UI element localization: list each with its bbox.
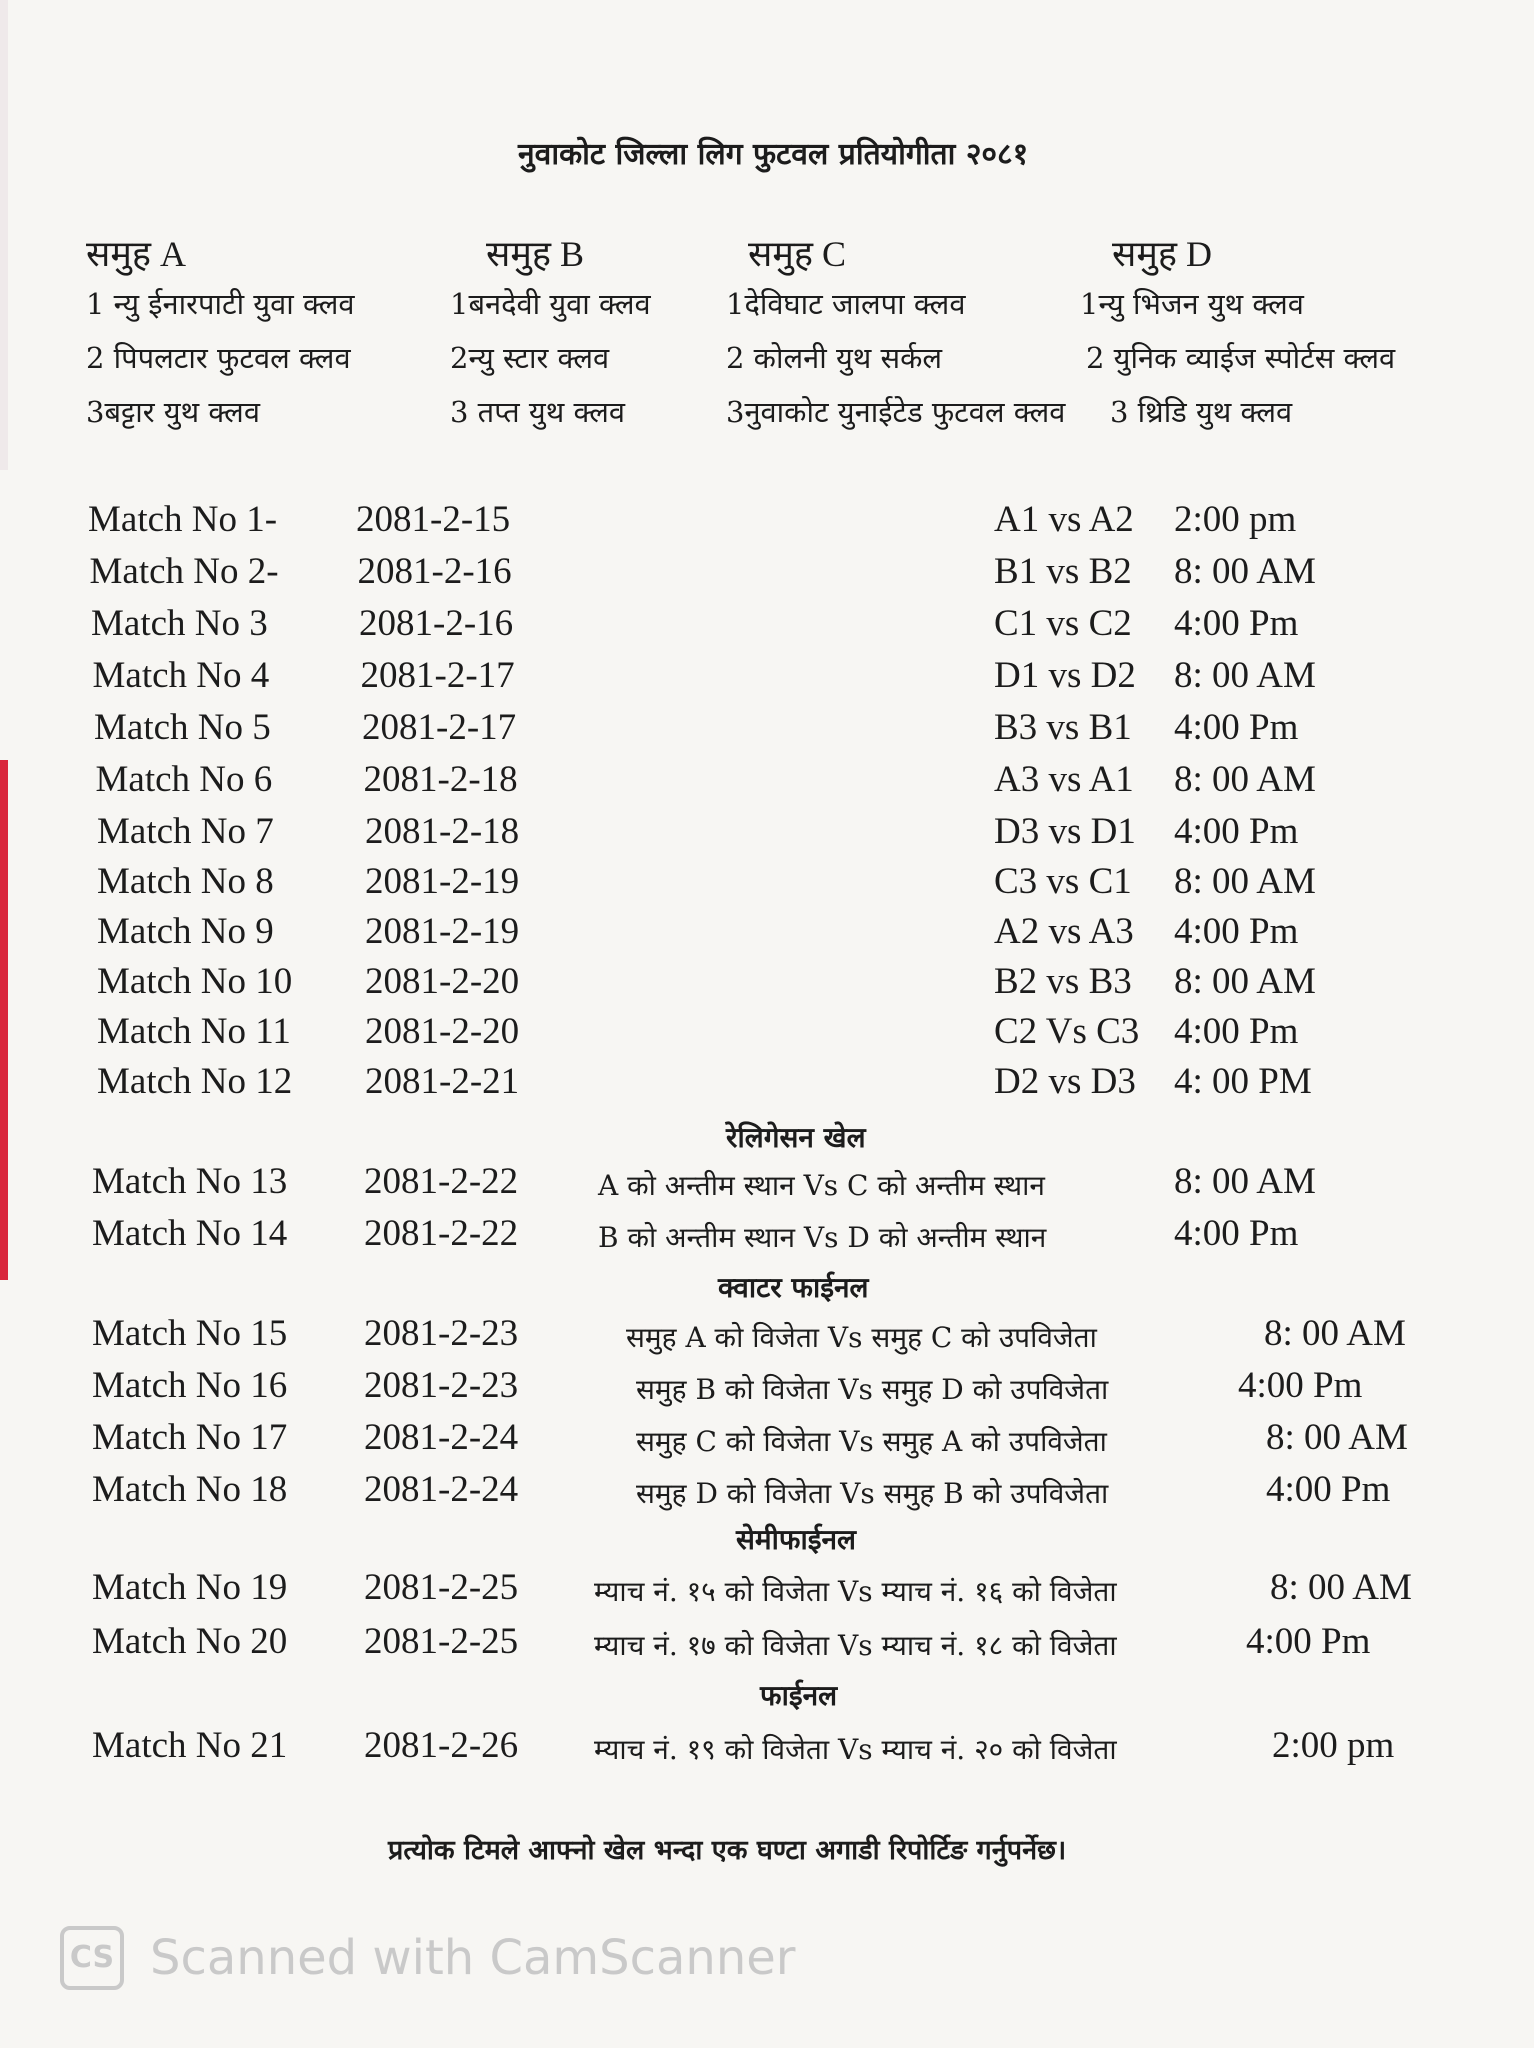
match-number: Match No 12 <box>97 1061 293 1102</box>
group-b-club: 1बनदेवी युवा क्लव <box>450 287 651 321</box>
match-number: Match No 21 <box>92 1725 288 1766</box>
match-date: 2081-2-18 <box>363 759 518 800</box>
match-description: समुह D को विजेता Vs समुह B को उपविजेता <box>636 1477 1109 1510</box>
match-time: 8: 00 AM <box>1174 655 1316 696</box>
match-date: 2081-2-19 <box>365 861 520 902</box>
match-description: B को अन्तीम स्थान Vs D को अन्तीम स्थान <box>598 1221 1047 1254</box>
match-time: 4:00 Pm <box>1238 1365 1363 1406</box>
match-date: 2081-2-16 <box>359 603 514 644</box>
match-number: Match No 9 <box>97 911 274 952</box>
match-pairing: D2 vs D3 <box>994 1061 1136 1102</box>
match-pairing: B2 vs B3 <box>994 961 1132 1002</box>
match-number: Match No 16 <box>92 1365 288 1406</box>
match-number: Match No 10 <box>97 961 293 1002</box>
group-a-club: 3बट्टार युथ क्लव <box>86 395 260 429</box>
match-time: 8: 00 AM <box>1174 961 1316 1002</box>
group-d-club: 2 युनिक व्याईज स्पोर्टस क्लव <box>1086 341 1396 375</box>
match-pairing: B3 vs B1 <box>994 707 1132 748</box>
match-number: Match No 6 <box>95 759 273 800</box>
match-time: 8: 00 AM <box>1174 861 1316 902</box>
match-pairing: C3 vs C1 <box>994 861 1132 902</box>
match-number: Match No 11 <box>97 1011 291 1052</box>
group-a-club: 2 पिपलटार फुटवल क्लव <box>86 341 351 375</box>
match-pairing: B1 vs B2 <box>994 551 1132 592</box>
match-time: 4:00 Pm <box>1266 1469 1391 1510</box>
match-number: Match No 1- <box>88 499 278 540</box>
match-date: 2081-2-24 <box>364 1417 519 1458</box>
match-date: 2081-2-23 <box>364 1313 519 1354</box>
match-number: Match No 5 <box>94 707 271 748</box>
match-time: 4:00 Pm <box>1174 1011 1299 1052</box>
match-date: 2081-2-19 <box>365 911 520 952</box>
match-number: Match No 17 <box>92 1417 288 1458</box>
match-description: म्याच नं. १९ को विजेता Vs म्याच नं. २० को विजेता <box>594 1733 1117 1766</box>
match-description: म्याच नं. १७ को विजेता Vs म्याच नं. १८ को विजेता <box>594 1629 1117 1662</box>
match-number: Match No 20 <box>92 1621 288 1662</box>
match-time: 4: 00 PM <box>1174 1061 1312 1102</box>
group-c-club: 2 कोलनी युथ सर्कल <box>726 341 943 375</box>
match-date: 2081-2-17 <box>362 707 517 748</box>
match-date: 2081-2-22 <box>364 1213 519 1254</box>
red-edge-mark <box>0 760 8 1280</box>
group-a-heading: समुह A <box>86 234 186 274</box>
match-date: 2081-2-24 <box>364 1469 519 1510</box>
edge-shadow <box>0 0 8 470</box>
match-date: 2081-2-16 <box>357 551 512 592</box>
match-time: 8: 00 AM <box>1174 1161 1316 1202</box>
match-number: Match No 4 <box>92 655 270 696</box>
match-number: Match No 3 <box>91 603 268 644</box>
match-description: A को अन्तीम स्थान Vs C को अन्तीम स्थान <box>598 1169 1045 1202</box>
match-description: म्याच नं. १५ को विजेता Vs म्याच नं. १६ को विजेता <box>594 1575 1117 1608</box>
match-number: Match No 18 <box>92 1469 288 1510</box>
match-date: 2081-2-15 <box>356 499 511 540</box>
group-b-club: 3 तप्त युथ क्लव <box>450 395 626 429</box>
match-date: 2081-2-23 <box>364 1365 519 1406</box>
group-b-club: 2न्यु स्टार क्लव <box>450 341 610 375</box>
group-b-heading: समुह B <box>486 234 584 274</box>
match-time: 8: 00 AM <box>1266 1417 1408 1458</box>
match-time: 8: 00 AM <box>1174 759 1316 800</box>
match-description: समुह C को विजेता Vs समुह A को उपविजेता <box>636 1425 1107 1458</box>
group-c-heading: समुह C <box>748 234 846 274</box>
match-time: 8: 00 AM <box>1264 1313 1406 1354</box>
document-title: नुवाकोट जिल्ला लिग फुटवल प्रतियोगीता २०८१ <box>518 137 1029 172</box>
match-pairing: A2 vs A3 <box>994 911 1134 952</box>
watermark-text: Scanned with CamScanner <box>150 1930 796 1986</box>
match-time: 2:00 pm <box>1174 499 1297 540</box>
match-number: Match No 14 <box>92 1213 288 1254</box>
match-number: Match No 2- <box>89 551 279 592</box>
match-number: Match No 8 <box>97 861 274 902</box>
match-date: 2081-2-25 <box>364 1567 519 1608</box>
match-description: समुह B को विजेता Vs समुह D को उपविजेता <box>636 1373 1109 1406</box>
match-pairing: A1 vs A2 <box>994 499 1134 540</box>
match-time: 4:00 Pm <box>1174 707 1299 748</box>
match-date: 2081-2-26 <box>364 1725 519 1766</box>
match-date: 2081-2-21 <box>365 1061 520 1102</box>
relegation-heading: रेलिगेसन खेल <box>726 1121 866 1154</box>
match-date: 2081-2-25 <box>364 1621 519 1662</box>
match-pairing: C2 Vs C3 <box>994 1011 1140 1052</box>
match-date: 2081-2-20 <box>365 1011 520 1052</box>
quarterfinal-heading: क्वाटर फाईनल <box>718 1271 869 1304</box>
group-d-club: 3 थ्रिडि युथ क्लव <box>1110 395 1293 429</box>
group-d-heading: समुह D <box>1112 234 1212 274</box>
match-time: 4:00 Pm <box>1174 603 1299 644</box>
group-a-club: 1 न्यु ईनारपाटी युवा क्लव <box>86 287 355 321</box>
reporting-note: प्रत्योक टिमले आफ्नो खेल भन्दा एक घण्टा अगाडी रिपोर्टिङ गर्नुपर्नेछ। <box>388 1835 1067 1866</box>
match-number: Match No 19 <box>92 1567 288 1608</box>
group-d-club: 1न्यु भिजन युथ क्लव <box>1080 287 1304 321</box>
match-pairing: C1 vs C2 <box>994 603 1132 644</box>
camscanner-logo: CS <box>60 1926 124 1990</box>
match-date: 2081-2-20 <box>365 961 520 1002</box>
match-number: Match No 15 <box>92 1313 288 1354</box>
match-date: 2081-2-22 <box>364 1161 519 1202</box>
match-time: 2:00 pm <box>1272 1725 1395 1766</box>
match-number: Match No 7 <box>97 811 274 852</box>
group-c-club: 1देविघाट जालपा क्लव <box>726 287 966 321</box>
match-time: 8: 00 AM <box>1174 551 1316 592</box>
group-c-club: 3नुवाकोट युनाईटेड फुटवल क्लव <box>726 395 1066 429</box>
match-date: 2081-2-17 <box>360 655 515 696</box>
match-pairing: D3 vs D1 <box>994 811 1136 852</box>
match-number: Match No 13 <box>92 1161 288 1202</box>
match-pairing: D1 vs D2 <box>994 655 1136 696</box>
match-time: 4:00 Pm <box>1246 1621 1371 1662</box>
match-time: 4:00 Pm <box>1174 1213 1299 1254</box>
match-description: समुह A को विजेता Vs समुह C को उपविजेता <box>626 1321 1097 1354</box>
match-date: 2081-2-18 <box>365 811 520 852</box>
match-pairing: A3 vs A1 <box>994 759 1134 800</box>
match-time: 4:00 Pm <box>1174 911 1299 952</box>
match-time: 4:00 Pm <box>1174 811 1299 852</box>
final-heading: फाईनल <box>760 1679 838 1712</box>
match-time: 8: 00 AM <box>1270 1567 1412 1608</box>
semifinal-heading: सेमीफाईनल <box>736 1523 857 1556</box>
